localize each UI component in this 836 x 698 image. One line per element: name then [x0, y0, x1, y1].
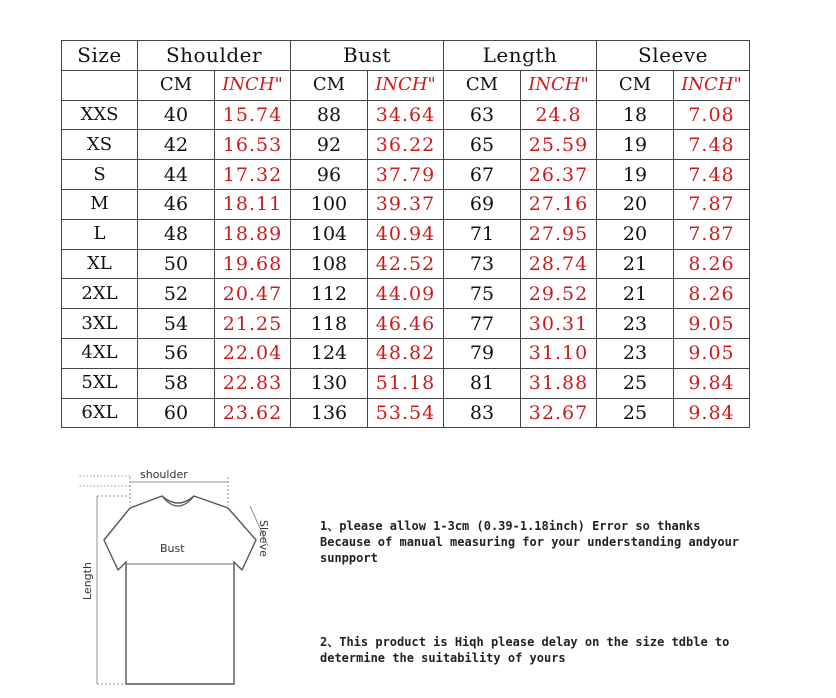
size-cell: 3XL — [62, 309, 138, 339]
cm-value-cell: 124 — [291, 338, 368, 368]
bust-label: Bust — [160, 542, 185, 555]
length-header: Length — [444, 41, 597, 71]
sleeve-label: Sleeve — [257, 520, 270, 557]
inch-value-cell: 39.37 — [368, 189, 444, 219]
cm-value-cell: 73 — [444, 249, 521, 279]
cm-value-cell: 83 — [444, 398, 521, 428]
unit-cm-header: CM — [138, 70, 215, 100]
size-advice-note — [320, 634, 760, 666]
size-cell: XL — [62, 249, 138, 279]
cm-value-cell: 104 — [291, 219, 368, 249]
sleeve-header: Sleeve — [597, 41, 750, 71]
table-row — [62, 338, 750, 368]
cm-value-cell: 88 — [291, 100, 368, 130]
inch-value-cell: 7.48 — [674, 130, 750, 160]
size-cell: 6XL — [62, 398, 138, 428]
size-cell: L — [62, 219, 138, 249]
cm-value-cell: 58 — [138, 368, 215, 398]
inch-value-cell: 7.08 — [674, 100, 750, 130]
table-row — [62, 130, 750, 160]
inch-value-cell: 18.11 — [215, 189, 291, 219]
table-row — [62, 219, 750, 249]
units-blank-cell — [62, 70, 138, 100]
inch-value-cell: 19.68 — [215, 249, 291, 279]
cm-value-cell: 81 — [444, 368, 521, 398]
note-line: determine the suitability of yours — [320, 651, 566, 665]
cm-value-cell: 77 — [444, 309, 521, 339]
size-cell: 2XL — [62, 279, 138, 309]
cm-value-cell: 48 — [138, 219, 215, 249]
inch-value-cell: 9.05 — [674, 309, 750, 339]
inch-value-cell: 53.54 — [368, 398, 444, 428]
size-header: Size — [62, 41, 138, 71]
inch-value-cell: 9.84 — [674, 368, 750, 398]
cm-value-cell: 19 — [597, 130, 674, 160]
cm-value-cell: 20 — [597, 189, 674, 219]
cm-value-cell: 52 — [138, 279, 215, 309]
inch-value-cell: 29.52 — [521, 279, 597, 309]
table-row — [62, 398, 750, 428]
cm-value-cell: 79 — [444, 338, 521, 368]
table-row — [62, 160, 750, 190]
inch-value-cell: 9.84 — [674, 398, 750, 428]
inch-value-cell: 27.95 — [521, 219, 597, 249]
length-label: Length — [81, 562, 94, 600]
inch-value-cell: 30.31 — [521, 309, 597, 339]
inch-value-cell: 37.79 — [368, 160, 444, 190]
inch-value-cell: 51.18 — [368, 368, 444, 398]
inch-value-cell: 42.52 — [368, 249, 444, 279]
inch-value-cell: 18.89 — [215, 219, 291, 249]
cm-value-cell: 67 — [444, 160, 521, 190]
inch-value-cell: 21.25 — [215, 309, 291, 339]
inch-value-cell: 25.59 — [521, 130, 597, 160]
cm-value-cell: 21 — [597, 249, 674, 279]
error-note — [320, 518, 760, 566]
tshirt-measurement-diagram — [74, 462, 284, 694]
note-line: Because of manual measuring for your understanding andyour — [320, 535, 740, 549]
cm-value-cell: 40 — [138, 100, 215, 130]
inch-value-cell: 7.48 — [674, 160, 750, 190]
inch-value-cell: 27.16 — [521, 189, 597, 219]
size-cell: M — [62, 189, 138, 219]
inch-value-cell: 46.46 — [368, 309, 444, 339]
cm-value-cell: 23 — [597, 309, 674, 339]
size-table-body — [62, 100, 750, 428]
cm-value-cell: 60 — [138, 398, 215, 428]
table-row — [62, 249, 750, 279]
size-cell: 5XL — [62, 368, 138, 398]
cm-value-cell: 54 — [138, 309, 215, 339]
unit-inch-header: INCH" — [521, 70, 597, 100]
inch-value-cell: 34.64 — [368, 100, 444, 130]
note-line: sunpport — [320, 551, 378, 565]
note-line: 2、This product is Hiqh please delay on the size tdble to — [320, 635, 730, 649]
unit-cm-header: CM — [444, 70, 521, 100]
cm-value-cell: 108 — [291, 249, 368, 279]
cm-value-cell: 25 — [597, 368, 674, 398]
cm-value-cell: 118 — [291, 309, 368, 339]
inch-value-cell: 9.05 — [674, 338, 750, 368]
size-chart-table — [61, 40, 750, 428]
table-row — [62, 368, 750, 398]
unit-cm-header: CM — [597, 70, 674, 100]
size-cell: XS — [62, 130, 138, 160]
table-row — [62, 100, 750, 130]
inch-value-cell: 32.67 — [521, 398, 597, 428]
cm-value-cell: 56 — [138, 338, 215, 368]
cm-value-cell: 130 — [291, 368, 368, 398]
size-cell: S — [62, 160, 138, 190]
inch-value-cell: 24.8 — [521, 100, 597, 130]
unit-cm-header: CM — [291, 70, 368, 100]
cm-value-cell: 96 — [291, 160, 368, 190]
inch-value-cell: 16.53 — [215, 130, 291, 160]
cm-value-cell: 75 — [444, 279, 521, 309]
cm-value-cell: 44 — [138, 160, 215, 190]
inch-value-cell: 17.32 — [215, 160, 291, 190]
size-cell: XXS — [62, 100, 138, 130]
inch-value-cell: 31.88 — [521, 368, 597, 398]
unit-inch-header: INCH" — [215, 70, 291, 100]
cm-value-cell: 18 — [597, 100, 674, 130]
inch-value-cell: 36.22 — [368, 130, 444, 160]
inch-value-cell: 40.94 — [368, 219, 444, 249]
table-units-row — [62, 70, 750, 100]
inch-value-cell: 31.10 — [521, 338, 597, 368]
cm-value-cell: 69 — [444, 189, 521, 219]
table-row — [62, 189, 750, 219]
cm-value-cell: 136 — [291, 398, 368, 428]
shoulder-header: Shoulder — [138, 41, 291, 71]
cm-value-cell: 46 — [138, 189, 215, 219]
inch-value-cell: 44.09 — [368, 279, 444, 309]
tshirt-outline — [104, 496, 256, 684]
cm-value-cell: 20 — [597, 219, 674, 249]
cm-value-cell: 63 — [444, 100, 521, 130]
cm-value-cell: 100 — [291, 189, 368, 219]
cm-value-cell: 42 — [138, 130, 215, 160]
inch-value-cell: 7.87 — [674, 189, 750, 219]
cm-value-cell: 65 — [444, 130, 521, 160]
cm-value-cell: 71 — [444, 219, 521, 249]
cm-value-cell: 112 — [291, 279, 368, 309]
bust-header: Bust — [291, 41, 444, 71]
inch-value-cell: 8.26 — [674, 249, 750, 279]
cm-value-cell: 23 — [597, 338, 674, 368]
inch-value-cell: 22.04 — [215, 338, 291, 368]
cm-value-cell: 19 — [597, 160, 674, 190]
cm-value-cell: 25 — [597, 398, 674, 428]
inch-value-cell: 48.82 — [368, 338, 444, 368]
inch-value-cell: 23.62 — [215, 398, 291, 428]
inch-value-cell: 22.83 — [215, 368, 291, 398]
table-row — [62, 279, 750, 309]
table-header-row — [62, 41, 750, 71]
inch-value-cell: 8.26 — [674, 279, 750, 309]
cm-value-cell: 92 — [291, 130, 368, 160]
table-row — [62, 309, 750, 339]
cm-value-cell: 21 — [597, 279, 674, 309]
unit-inch-header: INCH" — [368, 70, 444, 100]
shoulder-label: shoulder — [140, 468, 188, 481]
inch-value-cell: 28.74 — [521, 249, 597, 279]
inch-value-cell: 26.37 — [521, 160, 597, 190]
cm-value-cell: 50 — [138, 249, 215, 279]
inch-value-cell: 15.74 — [215, 100, 291, 130]
inch-value-cell: 20.47 — [215, 279, 291, 309]
size-cell: 4XL — [62, 338, 138, 368]
unit-inch-header: INCH" — [674, 70, 750, 100]
note-line: 1、please allow 1-3cm (0.39-1.18inch) Error so thanks — [320, 519, 701, 533]
inch-value-cell: 7.87 — [674, 219, 750, 249]
